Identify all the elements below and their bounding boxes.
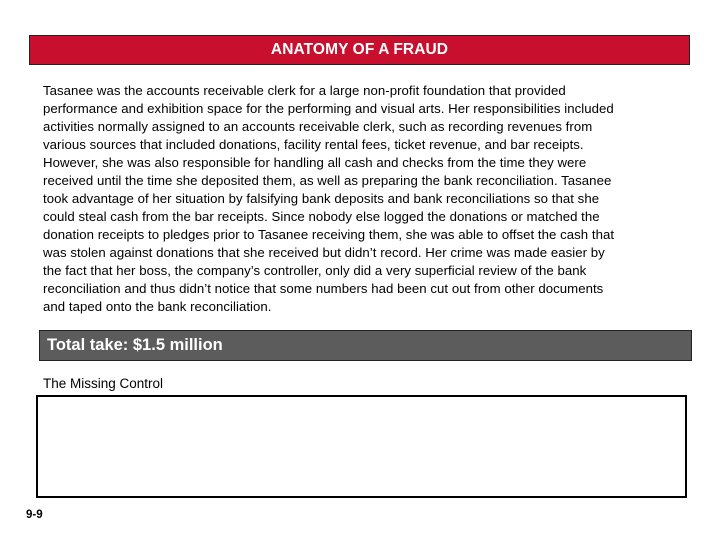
title-banner [29,35,690,65]
total-take-banner [39,330,692,361]
case-description: Tasanee was the accounts receivable clerk for a large non-profit foundation that provided performance and exhibition space for the performing and visual arts. Her responsibilities included activities normally assigned to an accounts receivable clerk, such as recording revenues from various sources that included donations, facility rental fees, ticket revenue, and bar receipts. However, she was also responsible for handling all cash and checks from the time they were received until the time she deposited them, as well as preparing the bank reconciliation. Tasanee took advantage of her situation by falsifying bank deposits and bank reconciliations so that she could steal cash from the bar receipts. Since nobody else logged the donations or matched the donation receipts to pledges prior to Tasanee receiving them, she was able to offset the cash that was stolen against donations that she received but didn’t record. Her crime was made easier by the fact that her boss, the company’s controller, only did a very superficial review of the bank reconciliation and thus didn’t notice that some numbers had been cut out from other documents and taped onto the bank reconciliation. [43,83,615,314]
missing-control-box [36,395,687,498]
slide-number: 9-9 [26,509,43,521]
missing-control-heading: The Missing Control [43,376,164,391]
total-take-label: Total take: $1.5 million [47,336,223,354]
page-title: ANATOMY OF A FRAUD [270,41,449,58]
